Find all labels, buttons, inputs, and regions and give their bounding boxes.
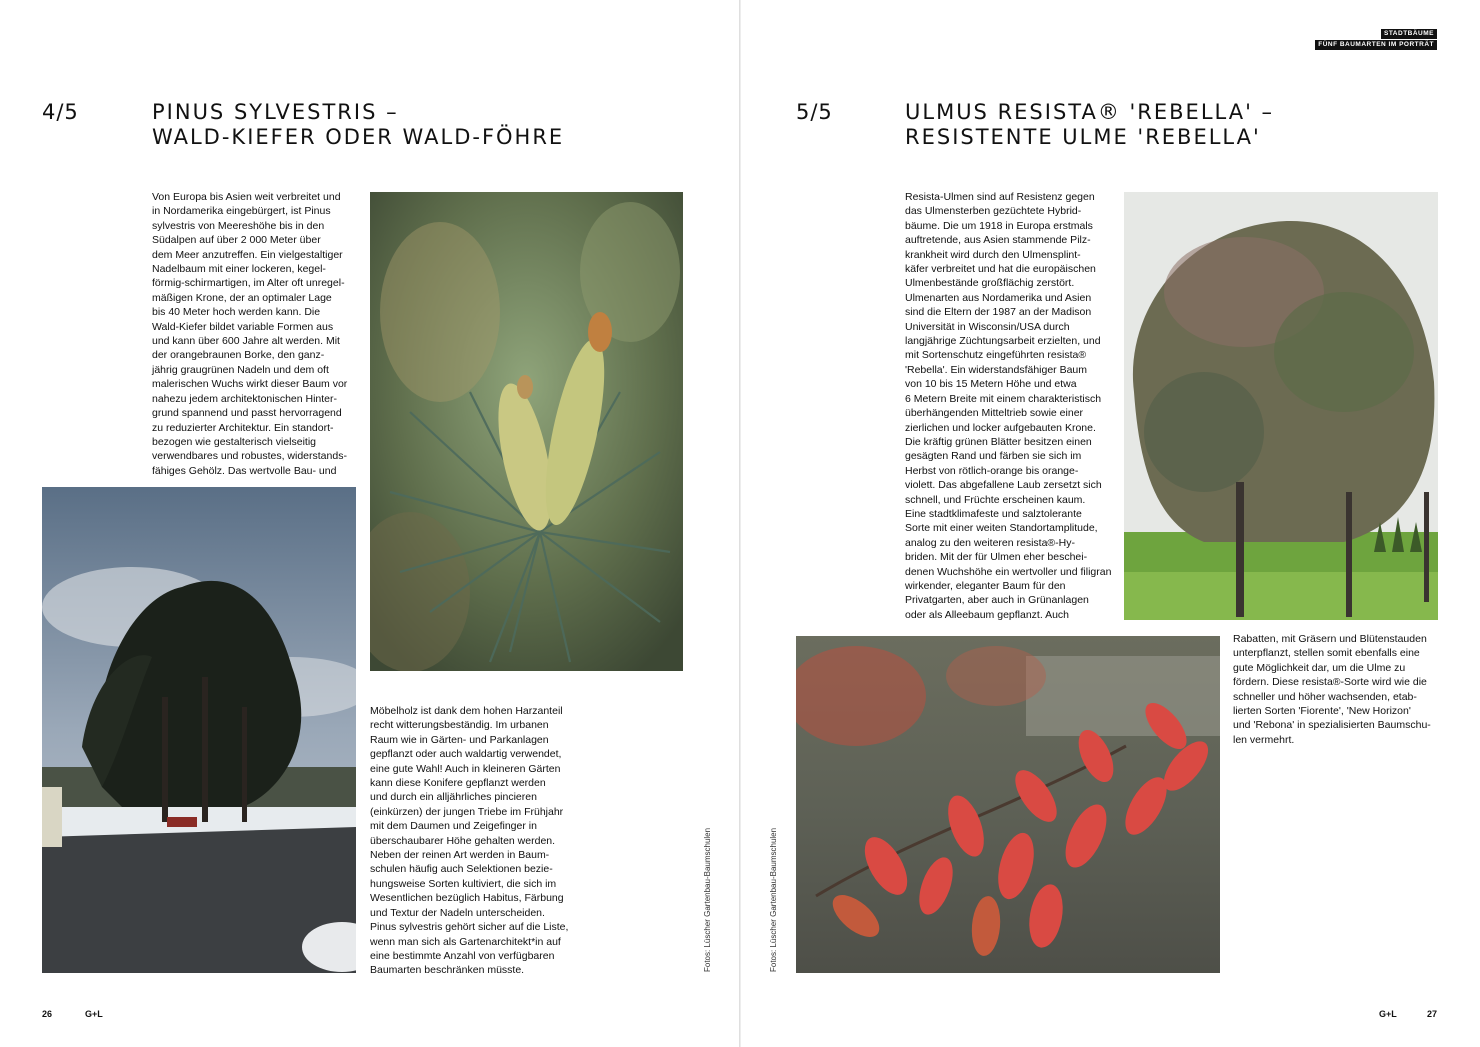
page-number: 26	[42, 1009, 53, 1019]
text-line: sind die Eltern der 1987 an der Madison	[905, 306, 1092, 319]
text-line: eine gute Wahl! Auch in kleineren Gärten	[370, 762, 561, 775]
text-line: Eine stadtklimafeste und salztolerante	[905, 507, 1082, 520]
text-line: wenn man sich als Gartenarchitekt*in auf	[370, 935, 561, 948]
text-line: Rabatten, mit Gräsern und Blütenstauden	[1233, 633, 1427, 645]
text-line: verwendbares und robustes, widerstands-	[152, 450, 347, 463]
text-line: analog zu den weiteren resista®-Hy-	[905, 536, 1075, 549]
title-line: PINUS SYLVESTRIS –	[152, 100, 399, 124]
text-line: zierlichen und locker aufgebauten Krone.	[905, 421, 1096, 434]
text-line: denen Wuchshöhe ein wertvoller und filigran	[905, 565, 1112, 578]
title-line: RESISTENTE ULME 'REBELLA'	[905, 125, 1261, 149]
photo-credit: Fotos: Lüscher Gartenbau-Baumschulen	[703, 827, 712, 972]
text-line: schnell, und Früchte erscheinen kaum.	[905, 493, 1086, 506]
text-line: mit dem Daumen und Zeigefinger in	[370, 820, 537, 833]
text-line: lierten Sorten 'Fiorente', 'New Horizon'	[1233, 705, 1411, 718]
body-text-column	[152, 190, 357, 478]
text-line: Raum wie in Gärten- und Parkanlagen	[370, 733, 549, 746]
title-line: ULMUS RESISTA® 'REBELLA' –	[905, 100, 1275, 124]
article-number: 5/5	[796, 100, 833, 124]
text-line: der orangebraunen Borke, den ganz-	[152, 349, 325, 362]
text-line: Baumarten beschränken müsste.	[370, 964, 525, 977]
text-line: nahezu jedem architektonischen Hinter-	[152, 392, 338, 405]
text-line: hungsweise Sorten kultiviert, die sich im	[370, 877, 557, 890]
text-line: und kann über 600 Jahre alt werden. Mit	[152, 335, 340, 348]
text-line: Wald-Kiefer bildet variable Formen aus	[152, 320, 334, 333]
text-line: Möbelholz ist dank dem hohen Harzanteil	[370, 705, 563, 717]
text-line: käfer verbreitet und hat die europäischen	[905, 263, 1096, 276]
elm-tree-photo	[1124, 192, 1438, 620]
section-tag: STADTBÄUME	[1381, 29, 1437, 39]
text-line: len vermehrt.	[1233, 733, 1295, 746]
pine-trees-photo	[42, 487, 356, 973]
body-text-column	[1233, 632, 1443, 747]
body-text-column	[905, 190, 1115, 622]
text-line: briden. Mit der für Ulmen eher beschei-	[905, 551, 1088, 564]
text-line: Sorte mit einer weiten Standortamplitude,	[905, 522, 1098, 535]
text-line: mäßigen Krone, der an optimaler Lage	[152, 291, 332, 304]
text-line: mit Sortenschutz eingeführten resista®	[905, 349, 1087, 362]
text-line: auftretende, aus Asien stammende Pilz-	[905, 234, 1091, 247]
text-line: unterpflanzt, stellen somit ebenfalls eine	[1233, 647, 1420, 660]
text-line: Die kräftig grünen Blätter besitzen einen	[905, 435, 1092, 448]
text-line: eine bestimmte Anzahl von verfügbaren	[370, 949, 555, 962]
text-line: (einkürzen) der jungen Triebe im Frühjahr	[370, 805, 564, 818]
text-line: zu reduzierter Architektur. Ein standort-	[152, 421, 334, 434]
section-subtitle: FÜNF BAUMARTEN IM PORTRÄT	[1315, 40, 1437, 50]
text-line: überschaubarer Höhe gehalten werden.	[370, 834, 556, 847]
text-line: Südalpen auf über 2 000 Meter über	[152, 234, 321, 247]
text-line: fähiges Gehölz. Das wertvolle Bau- und	[152, 464, 337, 477]
text-line: in Nordamerika eingebürgert, ist Pinus	[152, 205, 331, 218]
article-number: 4/5	[42, 100, 79, 124]
text-line: Wesentlichen bezüglich Habitus, Färbung	[370, 892, 564, 905]
text-line: und durch ein alljährliches pincieren	[370, 791, 537, 804]
text-line: oder als Alleebaum gepflanzt. Auch	[905, 608, 1070, 621]
text-line: dem Meer anzutreffen. Ein vielgestaltiger	[152, 248, 343, 261]
text-line: von 10 bis 15 Metern Höhe und etwa	[905, 378, 1077, 391]
body-text-column	[370, 704, 585, 978]
text-line: und 'Rebona' in spezialisierten Baumschu-	[1233, 719, 1431, 732]
page-number: 27	[1427, 1009, 1438, 1019]
text-line: malerischen Wuchs wirkt dieser Baum vor	[152, 378, 348, 391]
text-line: Resista-Ulmen sind auf Resistenz gegen	[905, 191, 1095, 203]
elm-autumn-leaves-photo	[796, 636, 1220, 973]
article-title	[905, 100, 1274, 150]
text-line: krankheit wird durch den Ulmensplint-	[905, 248, 1081, 261]
text-line: bezogen wie gestalterisch vielseitig	[152, 435, 317, 448]
text-line: Privatgarten, aber auch in Grünanlagen	[905, 594, 1089, 607]
text-line: bäume. Die um 1918 in Europa erstmals	[905, 219, 1093, 232]
text-line: Ulmenbestände großflächig zerstört.	[905, 277, 1075, 290]
text-line: fördern. Diese resista®-Sorte wird wie die	[1233, 676, 1427, 689]
text-line: 6 Metern Breite mit einem charakteristisch	[905, 392, 1102, 405]
text-line: jährig graugrünen Nadeln und dem oft	[152, 363, 329, 376]
text-line: gute Möglichkeit dar, um die Ulme zu	[1233, 661, 1406, 674]
title-line: WALD-KIEFER ODER WALD-FÖHRE	[152, 125, 565, 149]
text-line: das Ulmensterben gezüchtete Hybrid-	[905, 205, 1082, 218]
text-line: Universität in Wisconsin/USA durch	[905, 320, 1070, 333]
text-line: Ulmenarten aus Nordamerika und Asien	[905, 291, 1092, 304]
text-line: wirkender, eleganter Baum für den	[905, 579, 1066, 592]
text-line: recht witterungsbeständig. Im urbanen	[370, 719, 549, 732]
photo-credit: Fotos: Lüscher Gartenbau-Baumschulen	[769, 827, 778, 972]
text-line: sylvestris von Meereshöhe bis in den	[152, 219, 325, 232]
text-line: langjährige Züchtungsarbeit erzielten, und	[905, 335, 1101, 348]
text-line: kann diese Konifere gepflanzt werden	[370, 777, 546, 790]
magazine-name: G+L	[85, 1009, 103, 1019]
text-line: Herbst von rötlich-orange bis orange-	[905, 464, 1079, 477]
text-line: gesägten Rand und färben sie sich im	[905, 450, 1082, 463]
right-page	[741, 0, 1480, 1047]
text-line: gepflanzt oder auch waldartig verwendet,	[370, 748, 562, 761]
text-line: förmig-schirmartigen, im Alter oft unregel-	[152, 277, 345, 290]
text-line: schulen häufig auch Selektionen bezie-	[370, 863, 553, 876]
text-line: Nadelbaum mit einer lockeren, kegel-	[152, 263, 326, 276]
text-line: Pinus sylvestris gehört sicher auf die Liste,	[370, 921, 569, 934]
text-line: und Textur der Nadeln unterscheiden.	[370, 906, 545, 919]
article-title	[152, 100, 564, 150]
text-line: überhängenden Mitteltrieb sowie einer	[905, 407, 1084, 420]
text-line: Neben der reinen Art werden in Baum-	[370, 849, 550, 862]
text-line: Von Europa bis Asien weit verbreitet und	[152, 191, 341, 203]
text-line: violett. Das abgefallene Laub zersetzt sich	[905, 479, 1102, 492]
text-line: bis 40 Meter hoch werden kann. Die	[152, 306, 321, 319]
text-line: schneller und höher wachsenden, etab-	[1233, 690, 1417, 703]
pine-shoot-photo	[370, 192, 683, 671]
text-line: grund spannend und passt hervorragend	[152, 407, 342, 420]
magazine-name: G+L	[1379, 1009, 1397, 1019]
text-line: 'Rebella'. Ein widerstandsfähiger Baum	[905, 363, 1088, 376]
